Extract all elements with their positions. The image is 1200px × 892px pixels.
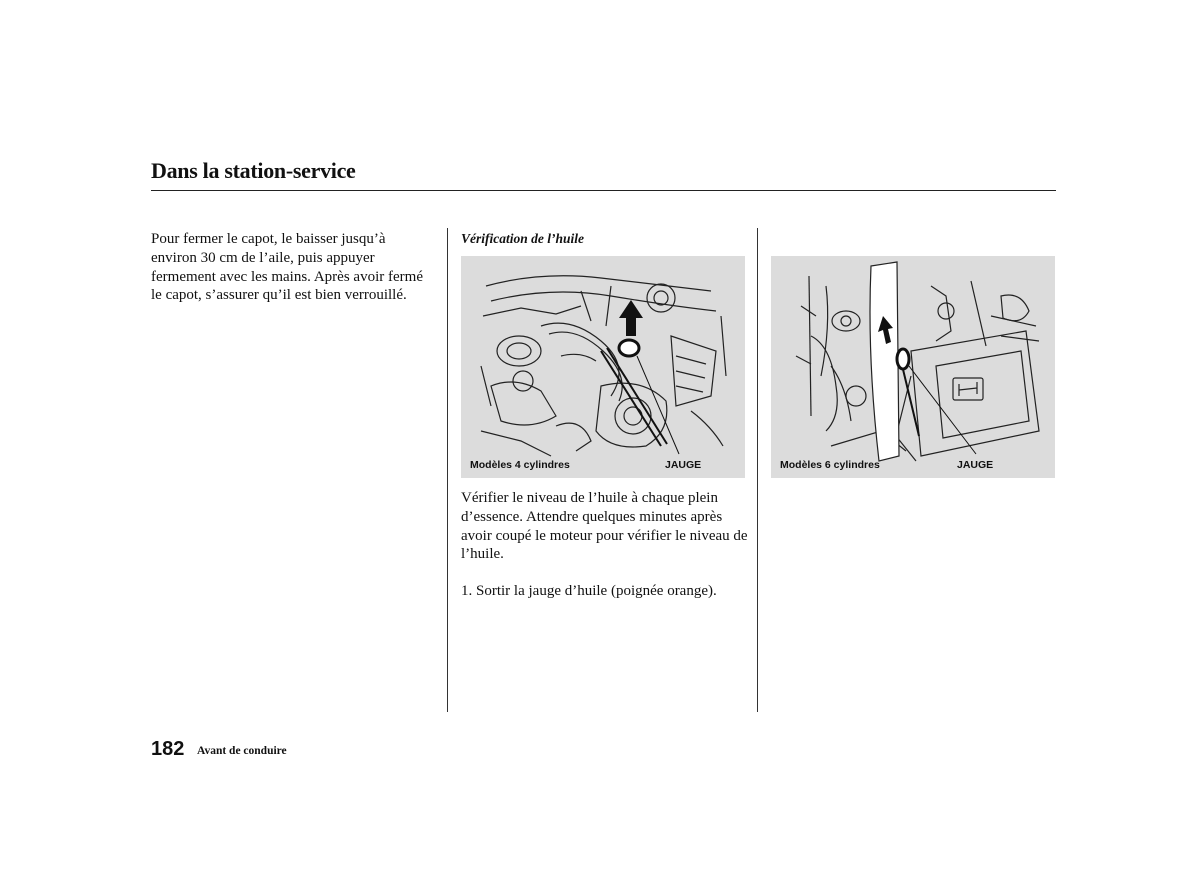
hood-closing-paragraph: Pour fermer le capot, le baisser jusqu’à environ 30 cm de l’aile, puis appuyer fermement avec les mains. Après avoir fermé le capot, s’assurer qu’il est bien verrouillé.	[151, 231, 423, 304]
figure-heading: Vérification de l’huile	[461, 231, 584, 246]
oil-check-paragraph: Vérifier le niveau de l’huile à chaque plein d’essence. Attendre quelques minutes après avoir coupé le moteur pour vérifier le niveau de l’huile.	[461, 490, 748, 563]
title-divider	[151, 190, 1056, 191]
figure-4cyl-model-label: Modèles 4 cylindres	[470, 459, 570, 471]
chapter-label: Avant de conduire	[197, 745, 287, 757]
figure-4-cylinder-engine	[461, 256, 745, 478]
column-divider-left	[447, 228, 448, 712]
step-1-text: 1. Sortir la jauge d’huile (poignée orange).	[461, 583, 717, 599]
figure-6cyl-model-label: Modèles 6 cylindres	[780, 459, 880, 471]
figure-6cyl-dipstick-callout: JAUGE	[957, 459, 994, 471]
engine-6cyl-illustration	[771, 256, 1055, 478]
figure-6-cylinder-engine	[771, 256, 1055, 478]
page-number: 182	[151, 738, 185, 760]
section-title: Dans la station-service	[151, 158, 356, 183]
figure-4cyl-dipstick-callout: JAUGE	[665, 459, 702, 471]
engine-4cyl-illustration	[461, 256, 745, 478]
column-divider-right	[757, 228, 758, 712]
